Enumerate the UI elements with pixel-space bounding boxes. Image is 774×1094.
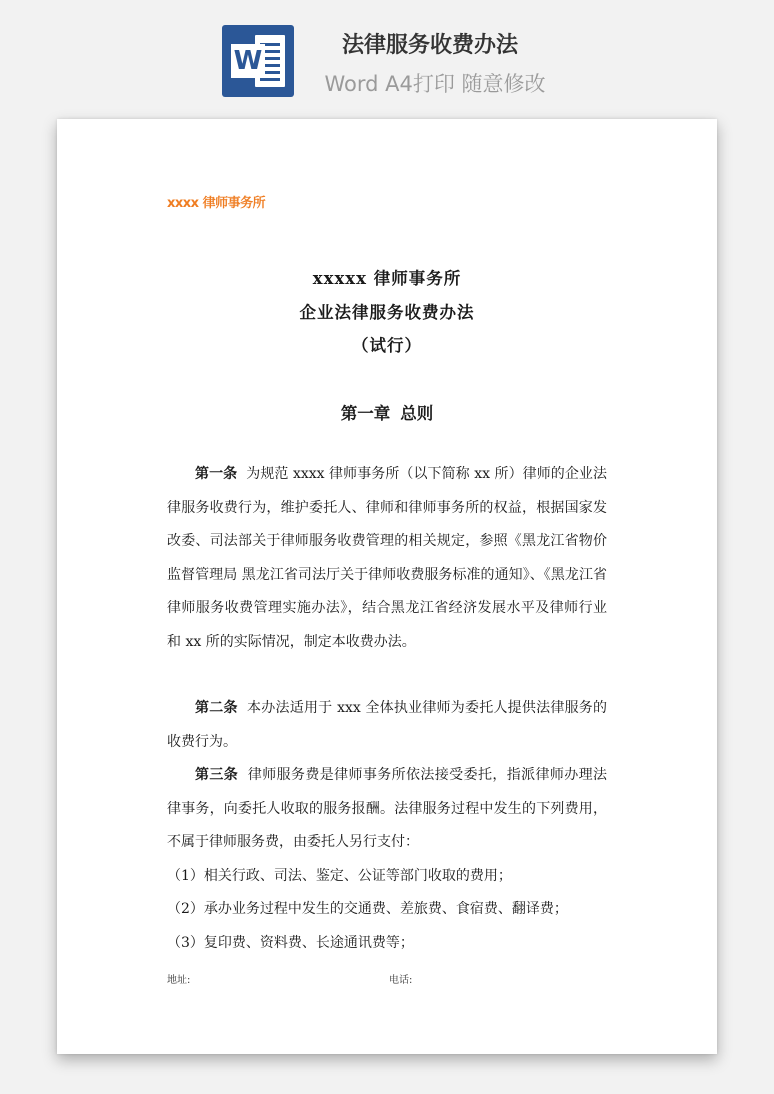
article-1-text: 为规范 xxxx 律师事务所（以下简称 xx 所）律师的企业法律服务收费行为，维护委托人、律师和律师事务所的权益，根据国家发改委、司法部关于律师服务收费管理的相关规定，参照《黑龙江省物价监督管理局 黑龙江省司法厅关于律师收费服务标准的通知》、《黑龙江省律师服务收费管理实施办法》，结合黑龙江省经济发展水平及律师行业和 xx 所的实际情况，制定本收费办法。 [167,466,608,650]
article-3 [167,759,607,960]
article-3-label: 第三条 [195,767,239,783]
article-2-text: 本办法适用于 xxx 全体执业律师为委托人提供法律服务的收费行为。 [167,700,608,750]
doc-title-main: 企业法律服务收费办法 [299,303,475,322]
fee-item: （1）相关行政、司法、鉴定、公证等部门收取的费用； [167,867,512,884]
fee-item: （2）承办业务过程中发生的交通费、差旅费、食宿费、翻译费； [167,901,568,917]
footer-phone-label: 电话: [389,975,413,986]
header-subtitle: Word A4打印 随意修改 [324,72,546,96]
article-1 [167,458,607,659]
fee-item: （3）复印费、资料费、长途通讯费等； [167,934,414,951]
word-document-icon [222,25,294,97]
doc-title-firm: xxxxx 律师事务所 [312,269,462,288]
doc-title-trial: （试行） [352,336,422,355]
article-2-label: 第二条 [195,700,238,716]
article-2 [167,692,607,759]
document-page [57,119,717,1054]
chapter-number: 第一章 [340,404,391,423]
article-1-label: 第一条 [195,466,238,482]
word-letter-icon: W [231,44,265,78]
footer-address-label: 地址: [167,975,191,986]
chapter-heading [57,400,717,424]
chapter-name: 总则 [400,404,434,423]
firm-header-tag: xxxx 律师事务所 [167,196,266,211]
header-title: 法律服务收费办法 [341,33,518,58]
header-banner [0,0,774,112]
article-3-text: 律师服务费是律师事务所依法接受委托，指派律师办理法律事务，向委托人收取的服务报酬。法律服务过程中发生的下列费用，不属于律师服务费，由委托人另行支付： [167,767,608,850]
